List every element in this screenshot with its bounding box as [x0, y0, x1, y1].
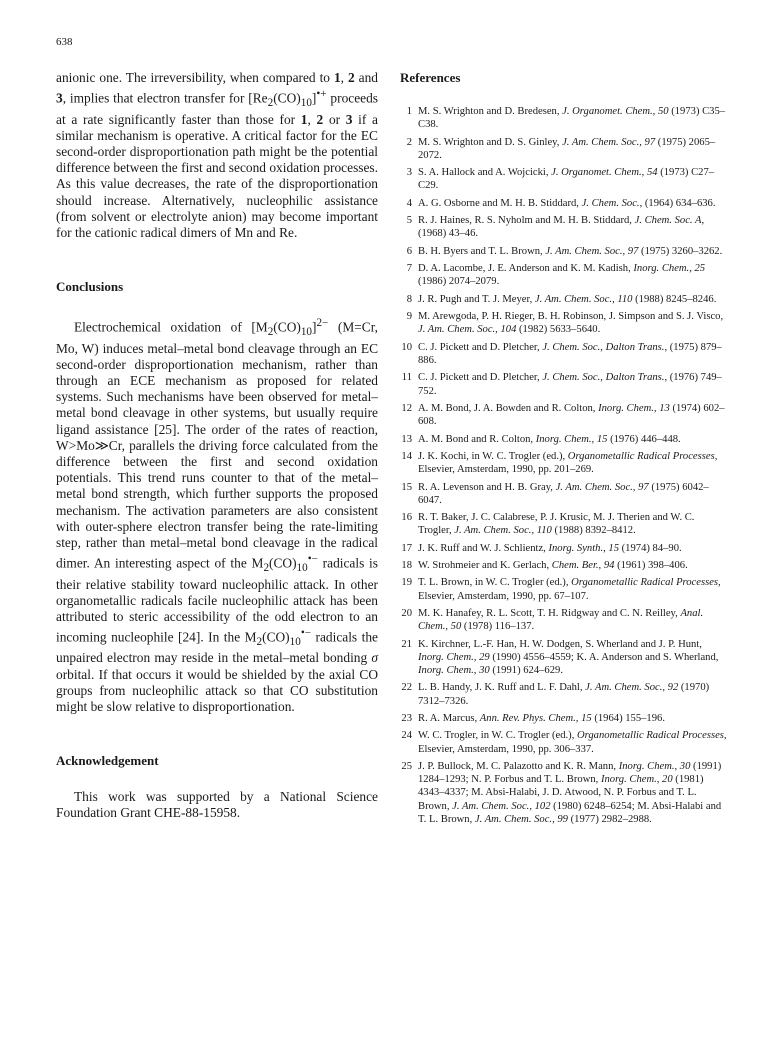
- reference-text: A. G. Osborne and M. H. B. Stiddard, J. Chem. Soc., (1964) 634–636.: [418, 197, 716, 209]
- reference-number: 15: [401, 481, 412, 493]
- reference-item: [400, 293, 730, 306]
- reference-text: T. L. Brown, in W. C. Trogler (ed.), Organometallic Radical Processes, Elsevier, Amsterdam, 1990, pp. 67–107.: [418, 577, 721, 602]
- reference-number: 19: [401, 577, 412, 589]
- reference-item: [400, 559, 730, 572]
- reference-item: [400, 511, 730, 537]
- references-heading: References: [400, 70, 461, 85]
- right-column: [400, 70, 730, 830]
- reference-item: [400, 105, 730, 131]
- reference-number: 7: [406, 263, 412, 275]
- reference-text: C. J. Pickett and D. Pletcher, J. Chem. Soc., Dalton Trans., (1975) 879–886.: [418, 341, 722, 366]
- reference-number: 12: [401, 402, 412, 414]
- reference-number: 17: [401, 542, 412, 554]
- reference-number: 25: [401, 761, 412, 773]
- reference-item: [400, 136, 730, 162]
- reference-text: W. Strohmeier and K. Gerlach, Chem. Ber., 94 (1961) 398–406.: [418, 560, 688, 572]
- reference-item: [400, 760, 730, 826]
- reference-item: [400, 450, 730, 476]
- reference-text: J. K. Kochi, in W. C. Trogler (ed.), Organometallic Radical Processes, Elsevier, Amsterdam, 1990, pp. 201–269.: [418, 450, 718, 476]
- reference-item: [400, 166, 730, 192]
- reference-item: [400, 262, 730, 288]
- reference-text: M. S. Wrighton and D. S. Ginley, J. Am. Chem. Soc., 97 (1975) 2065–2072.: [418, 136, 716, 161]
- reference-number: 14: [401, 450, 412, 462]
- reference-number: 20: [401, 608, 412, 620]
- reference-number: 13: [401, 433, 412, 445]
- reference-item: [400, 607, 730, 633]
- conclusions-heading: Conclusions: [56, 279, 124, 295]
- reference-item: [400, 310, 730, 336]
- reference-text: J. R. Pugh and T. J. Meyer, J. Am. Chem. Soc., 110 (1988) 8245–8246.: [418, 293, 717, 305]
- reference-number: 11: [401, 372, 412, 384]
- reference-number: 24: [401, 730, 412, 742]
- reference-number: 5: [406, 215, 412, 227]
- reference-item: [400, 197, 730, 210]
- reference-item: [400, 481, 730, 507]
- reference-text: C. J. Pickett and D. Pletcher, J. Chem. Soc., Dalton Trans., (1976) 749–752.: [418, 372, 722, 397]
- discussion-paragraph: anionic one. The irreversibility, when compared to 1, 2 and 3, implies that electron transfer for $[Re_2(CO)_{10}]^{•+}$ proceeds at a rate significantly faster than those for 1, 2 or 3 if a similar mechanism is operative. A critical factor for the EC second-order disproportionation path might be the potential difference between the first and second oxidation processes. As this value decreases, the rate of the disproportionation should increase. Alternatively, nucleophilic assistance (from solvent or electrolyte anion) may become important for the cationic radical dimers of Mn and Re.: [56, 70, 378, 240]
- reference-number: 16: [401, 512, 412, 524]
- page-number: 638: [56, 36, 73, 48]
- reference-number: 4: [406, 197, 412, 209]
- reference-text: R. A. Levenson and H. B. Gray, J. Am. Chem. Soc., 97 (1975) 6042–6047.: [418, 481, 709, 506]
- reference-text: S. A. Hallock and A. Wojcicki, J. Organomet. Chem., 54 (1973) C27–C29.: [418, 167, 715, 192]
- reference-text: L. B. Handy, J. K. Ruff and L. F. Dahl, J. Am. Chem. Soc., 92 (1970) 7312–7326.: [418, 682, 710, 707]
- acknowledgement-heading: Acknowledgement: [56, 753, 159, 769]
- reference-item: [400, 245, 730, 258]
- reference-text: M. K. Hanafey, R. L. Scott, T. H. Ridgway and C. N. Reilley, Anal. Chem., 50 (1978) 116–137.: [418, 608, 704, 633]
- reference-item: [400, 433, 730, 446]
- reference-text: R. T. Baker, J. C. Calabrese, P. J. Krusic, M. J. Therien and W. C. Trogler, J. Am. Chem. Soc., 110 (1988) 8392–8412.: [418, 512, 695, 537]
- reference-number: 6: [406, 245, 412, 257]
- acknowledgement-paragraph: This work was supported by a National Science Foundation Grant CHE-88-15958.: [56, 789, 378, 821]
- reference-text: M. S. Wrighton and D. Bredesen, J. Organomet. Chem., 50 (1973) C35–C38.: [418, 106, 726, 131]
- reference-item: [400, 542, 730, 555]
- reference-number: 3: [406, 167, 412, 179]
- reference-text: J. P. Bullock, M. C. Palazotto and K. R. Mann, Inorg. Chem., 30 (1991) 1284–1293; N. P. Forbus and T. L. Brown, Inorg. Chem., 20 (1981) 4343–4337; M. Absi-Halabi, J. D. Atwood, N. P. Forbus and T. L. Brown, J. Am. Chem. Soc., 102 (1980) 6248–6254; M. Absi-Halabi and T. L. Brown, J. Am. Chem. Soc., 99 (1977) 2982–2988.: [418, 761, 722, 825]
- reference-number: 21: [401, 638, 412, 650]
- reference-text: W. C. Trogler, in W. C. Trogler (ed.), Organometallic Radical Processes, Elsevier, Amsterdam, 1990, pp. 306–337.: [418, 730, 727, 755]
- left-column: [56, 70, 378, 822]
- reference-text: A. M. Bond, J. A. Bowden and R. Colton, Inorg. Chem., 13 (1974) 602–608.: [418, 402, 725, 428]
- reference-item: [400, 402, 730, 428]
- reference-text: J. K. Ruff and W. J. Schlientz, Inorg. Synth., 15 (1974) 84–90.: [418, 542, 682, 554]
- reference-number: 2: [406, 136, 412, 148]
- reference-text: R. J. Haines, R. S. Nyholm and M. H. B. Stiddard, J. Chem. Soc. A, (1968) 43–46.: [418, 215, 705, 240]
- reference-number: 23: [401, 713, 412, 725]
- reference-number: 22: [401, 682, 412, 694]
- reference-text: D. A. Lacombe, J. E. Anderson and K. M. Kadish, Inorg. Chem., 25 (1986) 2074–2079.: [418, 263, 706, 288]
- reference-number: 1: [406, 106, 412, 117]
- reference-number: 9: [406, 311, 412, 323]
- reference-number: 10: [401, 341, 412, 353]
- reference-text: R. A. Marcus, Ann. Rev. Phys. Chem., 15 (1964) 155–196.: [418, 713, 665, 725]
- reference-number: 8: [406, 293, 412, 305]
- reference-item: [400, 341, 730, 367]
- reference-item: [400, 712, 730, 725]
- reference-item: [400, 638, 730, 678]
- reference-text: M. Arewgoda, P. H. Rieger, B. H. Robinson, J. Simpson and S. J. Visco, J. Am. Chem. Soc., 104 (1982) 5633–5640.: [418, 311, 724, 336]
- reference-item: [400, 576, 730, 602]
- reference-item: [400, 371, 730, 397]
- reference-text: A. M. Bond and R. Colton, Inorg. Chem., 15 (1976) 446–448.: [418, 433, 681, 445]
- reference-number: 18: [401, 560, 412, 572]
- reference-text: B. H. Byers and T. L. Brown, J. Am. Chem. Soc., 97 (1975) 3260–3262.: [418, 245, 723, 257]
- reference-item: [400, 729, 730, 755]
- references-list: [400, 105, 730, 826]
- reference-item: [400, 214, 730, 240]
- reference-item: [400, 681, 730, 707]
- reference-text: K. Kirchner, L.-F. Han, H. W. Dodgen, S. Wherland and J. P. Hunt, Inorg. Chem., 29 (1990) 4556–4559; K. A. Anderson and S. Wherland, Inorg. Chem., 30 (1991) 624–629.: [418, 638, 719, 677]
- conclusions-paragraph: Electrochemical oxidation of $[M_2(CO)_{10}]^{2-}$ (M=Cr, Mo, W) induces metal–metal bond cleavage through an EC second-order disproportionation mechanism, rather than through an ECE mechanism as proposed for related systems. Such mechanisms have been observed for metal–metal bond cleavage in other systems, but usually require ligand assistance [25]. The order of the rates of reaction, W>Mo≫Cr, parallels the driving force calculated from the difference between the first and second oxidation potentials. This trend runs counter to that of the metal–metal bond strength, which further supports the proposed mechanism. The activation parameters are also consistent with outer-sphere electron transfer being the rate-limiting step, rather than metal–metal bond cleavage in the radical dimer. An interesting aspect of the $M_2(CO)_{10}^{•-}$ radicals is their relative stability toward nucleophilic attack. In other organometallic radicals facile nucleophilic attack has been attributed to steric accessibility of the odd electron to an incoming nucleophile [24]. In the $M_2(CO)_{10}^{•-}$ radicals the unpaired electron may reside in the metal–metal bonding σ orbital. If that occurs it would be shielded by the axial CO groups from nucleophilic attack so that CO substitution might be slow relative to disproportionation.: [56, 317, 378, 715]
